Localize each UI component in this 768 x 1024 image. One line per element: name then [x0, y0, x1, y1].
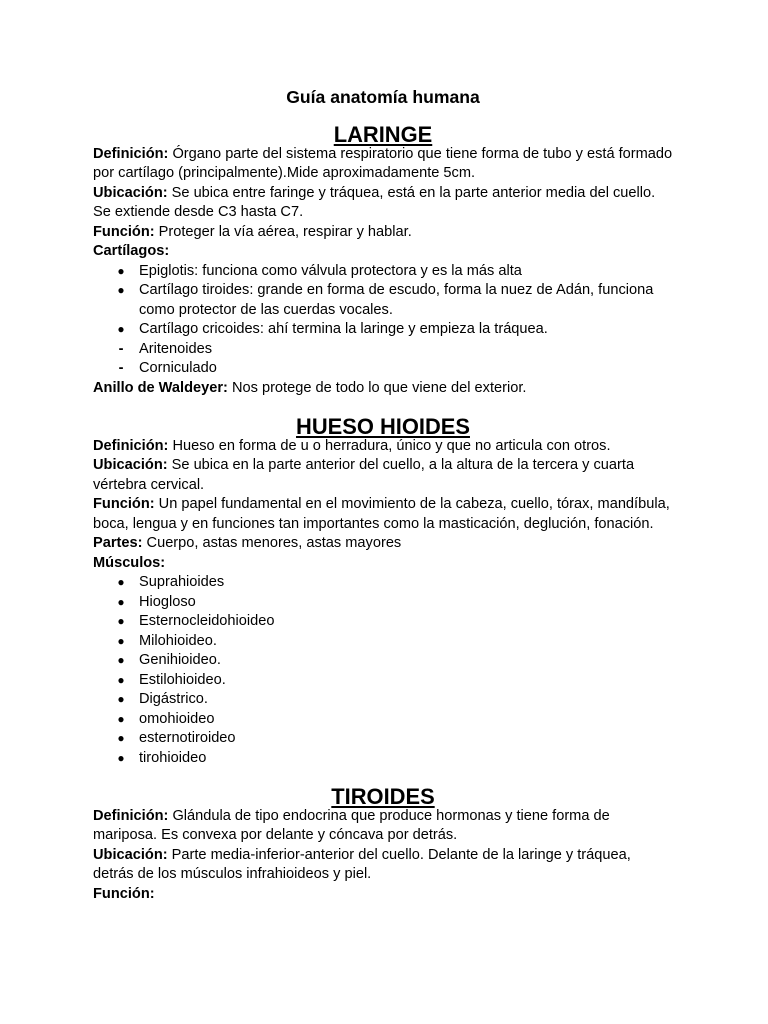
definicion-label: Definición:: [93, 437, 169, 454]
funcion-field: [93, 885, 673, 905]
bullet-list: [93, 573, 673, 768]
bullet-dot: ●: [117, 672, 125, 687]
document-page: [93, 86, 673, 904]
bullet-dot: ●: [117, 653, 125, 667]
list-item: [93, 632, 673, 652]
list-item: [93, 729, 673, 749]
list-item-text: Milohioideo.: [139, 632, 217, 649]
bullet-dash: -: [118, 340, 124, 357]
section-laringe: [93, 122, 673, 398]
list-item: [93, 359, 673, 379]
section-tiroides: [93, 784, 673, 904]
definicion-field: [93, 145, 673, 184]
ubicacion-text: Parte media-inferior-anterior del cuello. Delante de la laringe y tráquea, detrás de los músculos infrahioideos y piel.: [93, 846, 631, 882]
funcion-label: Función:: [93, 496, 155, 512]
bullet-dot: ●: [117, 614, 125, 628]
definicion-label: Definición:: [93, 145, 169, 162]
anillo-de-waldeyer-label: Anillo de Waldeyer:: [93, 379, 228, 396]
definicion-text: Glándula de tipo endocrina que produce hormonas y tiene forma de mariposa. Es convexa por delante y cóncava por detrás.: [93, 807, 610, 843]
list-item: [93, 281, 673, 320]
definicion-field: [93, 437, 673, 457]
ubicacion-field: [93, 846, 673, 885]
sections-container: [93, 122, 673, 904]
definicion-text: Hueso en forma de u o herradura, único y que no articula con otros.: [168, 437, 611, 454]
bullet-dot: ●: [117, 633, 125, 648]
list-item: [93, 573, 673, 593]
list-item: [93, 749, 673, 769]
section-heading: TIROIDES: [331, 784, 435, 809]
list-item-text: Esternocleidohioideo: [139, 613, 275, 629]
bullet-list: [93, 262, 673, 379]
funcion-text: Un papel fundamental en el movimiento de la cabeza, cuello, tórax, mandíbula, boca, lengua y en funciones tan importantes como la masticación, deglución, fonación.: [93, 496, 670, 532]
funcion-field: [93, 495, 673, 534]
anillo-de-waldeyer-text: Nos protege de todo lo que viene del exterior.: [227, 379, 527, 396]
list-item-text: Suprahioides: [139, 574, 225, 590]
definicion-text: Órgano parte del sistema respiratorio que tiene forma de tubo y está formado por cartílago (principalmente).Mide aproximadamente 5cm.: [93, 145, 673, 181]
list-item-text: Genihioideo.: [139, 652, 221, 668]
list-item: [93, 320, 673, 340]
list-item-text: Epiglotis: funciona como válvula protectora y es la más alta: [139, 262, 522, 279]
bullet-dot: ●: [117, 322, 125, 336]
list-item: [93, 710, 673, 730]
cartilagos-field: [93, 242, 673, 262]
ubicacion-label: Ubicación:: [93, 184, 168, 201]
funcion-text: Proteger la vía aérea, respirar y hablar.: [154, 223, 412, 240]
bullet-dot: ●: [117, 731, 125, 745]
list-item-text: Corniculado: [139, 360, 217, 376]
ubicacion-text: Se ubica en la parte anterior del cuello, a la altura de la tercera y cuarta vértebra cervical.: [93, 457, 635, 493]
list-item-text: esternotiroideo: [139, 730, 236, 746]
bullet-dot: ●: [117, 263, 125, 278]
definicion-field: [93, 807, 673, 846]
list-item: [93, 593, 673, 613]
bullet-dot: ●: [117, 594, 125, 609]
list-item-text: Cartílago cricoides: ahí termina la laringe y empieza la tráquea.: [139, 321, 548, 337]
section-hueso-hioides: [93, 414, 673, 768]
list-item: [93, 262, 673, 282]
list-item-text: omohioideo: [139, 710, 215, 727]
document-title: Guía anatomía humana: [286, 87, 480, 107]
list-item: [93, 612, 673, 632]
funcion-field: [93, 223, 673, 243]
list-item-text: Estilohioideo.: [139, 671, 226, 688]
bullet-dot: ●: [117, 692, 125, 706]
section-heading: LARINGE: [333, 122, 433, 147]
musculos-label: Músculos:: [93, 554, 166, 571]
ubicacion-field: [93, 184, 673, 223]
bullet-dot: ●: [117, 750, 125, 765]
bullet-dot: ●: [117, 283, 125, 297]
ubicacion-label: Ubicación:: [93, 846, 168, 863]
bullet-dash: -: [118, 360, 124, 376]
partes-field: [93, 534, 673, 554]
bullet-dot: ●: [117, 711, 125, 726]
list-item: [93, 651, 673, 671]
partes-label: Partes:: [93, 535, 143, 551]
anillo-de-waldeyer-field: [93, 379, 673, 399]
list-item-text: Digástrico.: [139, 691, 208, 707]
definicion-label: Definición:: [93, 807, 169, 824]
list-item-text: Aritenoides: [139, 340, 213, 357]
ubicacion-text: Se ubica entre faringe y tráquea, está en la parte anterior media del cuello. Se extiende desde C3 hasta C7.: [93, 184, 656, 220]
section-heading: HUESO HIOIDES: [296, 414, 470, 439]
bullet-dot: ●: [117, 575, 125, 589]
list-item: [93, 690, 673, 710]
partes-text: Cuerpo, astas menores, astas mayores: [142, 535, 402, 551]
list-item-text: tirohioideo: [139, 749, 207, 766]
funcion-label: Función:: [93, 223, 155, 240]
ubicacion-field: [93, 456, 673, 495]
funcion-label: Función:: [93, 885, 155, 902]
list-item: [93, 671, 673, 691]
ubicacion-label: Ubicación:: [93, 457, 168, 473]
cartilagos-label: Cartílagos:: [93, 243, 170, 259]
list-item: [93, 340, 673, 360]
list-item-text: Cartílago tiroides: grande en forma de escudo, forma la nuez de Adán, funciona como protector de las cuerdas vocales.: [139, 282, 654, 318]
musculos-field: [93, 554, 673, 574]
list-item-text: Hiogloso: [139, 593, 196, 610]
